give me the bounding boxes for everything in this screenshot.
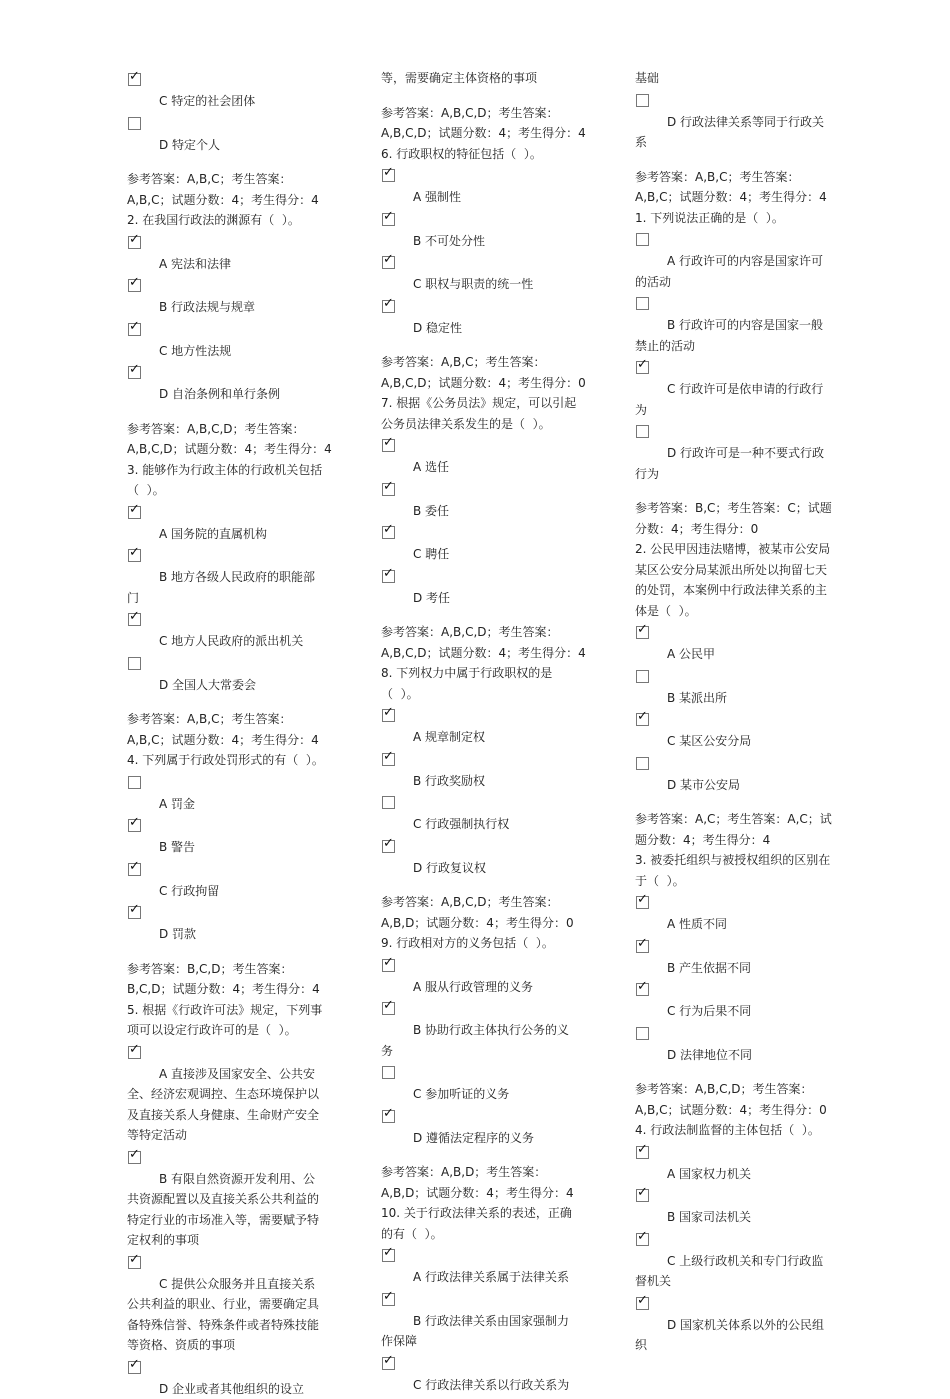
checked-checkbox[interactable] [382, 1249, 395, 1262]
text-line: 5. 根据《行政许可法》规定，下列事 [127, 1000, 332, 1021]
text-line: A,B,D；试题分数：4；考生得分：4 [381, 1183, 586, 1204]
text-line: 参考答案：A,B,D；考生答案： [381, 1162, 586, 1183]
text-line: C 行政拘留 [127, 881, 332, 902]
text-line: C 行为后果不同 [635, 1001, 840, 1022]
option-label [381, 318, 586, 339]
text-line: C 行政许可是依申请的行政行 [635, 379, 840, 400]
checked-checkbox[interactable] [382, 753, 395, 766]
text-line: A 强制性 [381, 187, 586, 208]
checked-checkbox[interactable] [382, 959, 395, 972]
checked-checkbox[interactable] [382, 1357, 395, 1370]
checked-checkbox[interactable] [128, 863, 141, 876]
checked-checkbox[interactable] [636, 940, 649, 953]
checked-checkbox[interactable] [128, 73, 141, 86]
checked-checkbox[interactable] [382, 570, 395, 583]
checked-checkbox[interactable] [636, 1233, 649, 1246]
text-line: A 宪法和法律 [127, 254, 332, 275]
text-line: A,B,C；试题分数：4；考生得分：4 [127, 190, 332, 211]
unchecked-checkbox[interactable] [636, 233, 649, 246]
text-line: 参考答案：A,B,C,D；考生答案： [381, 622, 586, 643]
text-line: B 地方各级人民政府的职能部 [127, 567, 332, 588]
text-line: 4. 行政法制监督的主体包括（ ）。 [635, 1120, 840, 1141]
option-label [635, 1251, 840, 1292]
unchecked-checkbox[interactable] [636, 757, 649, 770]
text-line: 参考答案：A,B,C；考生答案： [381, 352, 586, 373]
text-line: 参考答案：B,C；考生答案：C；试题 [635, 498, 840, 519]
text-line: 共资源配置以及直接关系公共利益的 [127, 1189, 332, 1210]
question-block [635, 1079, 840, 1141]
text-line: 1. 下列说法正确的是（ ）。 [635, 208, 840, 229]
option-label [381, 1375, 586, 1396]
option-label [127, 135, 332, 156]
text-line: B 产生依据不同 [635, 958, 840, 979]
option-label [127, 675, 332, 696]
text-line: C 地方人民政府的派出机关 [127, 631, 332, 652]
option-label [127, 1379, 332, 1399]
spacer [127, 405, 332, 419]
column-2 [381, 68, 586, 1395]
checked-checkbox[interactable] [382, 526, 395, 539]
checked-checkbox[interactable] [128, 366, 141, 379]
text-line: C 行政强制执行权 [381, 814, 586, 835]
text-line: 参考答案：A,B,C,D；考生答案： [381, 892, 586, 913]
text-line: A 选任 [381, 457, 586, 478]
option-label [381, 1267, 586, 1288]
checked-checkbox[interactable] [382, 169, 395, 182]
option-label [381, 977, 586, 998]
option-label [381, 814, 586, 835]
text-line: 织 [635, 1335, 840, 1356]
text-line: 项可以设定行政许可的是（ ）。 [127, 1020, 332, 1041]
checked-checkbox[interactable] [382, 483, 395, 496]
text-line: D 特定个人 [127, 135, 332, 156]
option-label [127, 91, 332, 112]
spacer [635, 153, 840, 167]
question-block [381, 1162, 586, 1244]
question-block [635, 68, 840, 89]
unchecked-checkbox[interactable] [382, 796, 395, 809]
text-line: B 有限自然资源开发利用、公 [127, 1169, 332, 1190]
option-label [127, 1064, 332, 1146]
question-block [635, 498, 840, 621]
text-line: D 全国人大常委会 [127, 675, 332, 696]
checked-checkbox[interactable] [128, 323, 141, 336]
checked-checkbox[interactable] [382, 1002, 395, 1015]
text-line: A 服从行政管理的义务 [381, 977, 586, 998]
unchecked-checkbox[interactable] [636, 670, 649, 683]
question-block [381, 622, 586, 704]
unchecked-checkbox[interactable] [636, 297, 649, 310]
spacer [381, 338, 586, 352]
text-line: 3. 能够作为行政主体的行政机关包括 [127, 460, 332, 481]
text-line: 体是（ ）。 [635, 601, 840, 622]
text-line: A 行政法律关系属于法律关系 [381, 1267, 586, 1288]
text-line: C 地方性法规 [127, 341, 332, 362]
text-line: 等，需要确定主体资格的事项 [381, 68, 586, 89]
option-label [635, 688, 840, 709]
option-label [635, 379, 840, 420]
unchecked-checkbox[interactable] [128, 776, 141, 789]
option-label [381, 1128, 586, 1149]
text-line: D 企业或者其他组织的设立 [127, 1379, 332, 1399]
text-line: B 行政法律关系由国家强制力 [381, 1311, 586, 1332]
text-line: 题分数：4；考生得分：4 [635, 830, 840, 851]
question-block [127, 959, 332, 1041]
checked-checkbox[interactable] [382, 213, 395, 226]
text-line: 参考答案：A,B,C,D；考生答案： [635, 1079, 840, 1100]
text-line: C 上级行政机关和专门行政监 [635, 1251, 840, 1272]
option-label [127, 384, 332, 405]
unchecked-checkbox[interactable] [382, 1066, 395, 1079]
checked-checkbox[interactable] [636, 1146, 649, 1159]
option-label [381, 501, 586, 522]
text-line: 参考答案：A,B,C,D；考生答案： [381, 103, 586, 124]
text-line: D 法律地位不同 [635, 1045, 840, 1066]
text-line: 的处罚，本案例中行政法律关系的主 [635, 580, 840, 601]
question-block [381, 892, 586, 954]
text-line: 8. 下列权力中属于行政职权的是 [381, 663, 586, 684]
text-line: C 某区公安分局 [635, 731, 840, 752]
text-line: （ ）。 [381, 684, 586, 705]
option-label [127, 297, 332, 318]
text-line: 公共利益的职业、行业，需要确定具 [127, 1294, 332, 1315]
checked-checkbox[interactable] [128, 236, 141, 249]
option-label [381, 727, 586, 748]
text-line: 备特殊信誉、特殊条件或者特殊技能 [127, 1315, 332, 1336]
option-label [127, 1169, 332, 1251]
text-line: B 某派出所 [635, 688, 840, 709]
text-line: A 国家权力机关 [635, 1164, 840, 1185]
checked-checkbox[interactable] [636, 983, 649, 996]
option-label [635, 1315, 840, 1356]
text-line: 3. 被委托组织与被授权组织的区别在 [635, 850, 840, 871]
text-line: C 特定的社会团体 [127, 91, 332, 112]
option-label [381, 544, 586, 565]
option-label [127, 631, 332, 652]
text-line: 10. 关于行政法律关系的表述，正确 [381, 1203, 586, 1224]
text-line: B,C,D；试题分数：4；考生得分：4 [127, 979, 332, 1000]
text-line: 行为 [635, 464, 840, 485]
unchecked-checkbox[interactable] [636, 94, 649, 107]
text-line: 等资格、资质的事项 [127, 1335, 332, 1356]
spacer [635, 1065, 840, 1079]
unchecked-checkbox[interactable] [128, 117, 141, 130]
option-label [635, 112, 840, 153]
text-line: D 行政许可是一种不要式行政 [635, 443, 840, 464]
checked-checkbox[interactable] [636, 1297, 649, 1310]
text-line: B 国家司法机关 [635, 1207, 840, 1228]
text-line: A 国务院的直属机构 [127, 524, 332, 545]
text-line: 2. 公民甲因违法赌博，被某市公安局 [635, 539, 840, 560]
checked-checkbox[interactable] [636, 713, 649, 726]
option-label [127, 567, 332, 608]
text-line: 6. 行政职权的特征包括（ ）。 [381, 144, 586, 165]
text-line: D 考任 [381, 588, 586, 609]
text-line: C 提供公众服务并且直接关系 [127, 1274, 332, 1295]
question-block [635, 809, 840, 891]
column-3 [635, 68, 840, 1356]
text-line: B 行政法规与规章 [127, 297, 332, 318]
text-line: C 聘任 [381, 544, 586, 565]
checked-checkbox[interactable] [382, 709, 395, 722]
question-block [381, 103, 586, 165]
spacer [381, 878, 586, 892]
option-label [635, 1207, 840, 1228]
text-line: A,B,C；试题分数：4；考生得分：4 [635, 187, 840, 208]
checked-checkbox[interactable] [636, 1189, 649, 1202]
checked-checkbox[interactable] [128, 279, 141, 292]
option-label [635, 443, 840, 484]
option-label [381, 1020, 586, 1061]
text-line: D 稳定性 [381, 318, 586, 339]
text-line: 定权利的事项 [127, 1230, 332, 1251]
spacer [381, 89, 586, 103]
option-label [127, 341, 332, 362]
text-line: 督机关 [635, 1271, 840, 1292]
option-label [127, 1274, 332, 1356]
checked-checkbox[interactable] [382, 300, 395, 313]
text-line: A,B,C,D；试题分数：4；考生得分：4 [381, 123, 586, 144]
option-label [381, 858, 586, 879]
text-line: 作保障 [381, 1331, 586, 1352]
text-line: D 行政法律关系等同于行政关 [635, 112, 840, 133]
text-line: 的有（ ）。 [381, 1224, 586, 1245]
text-line: A,B,C；试题分数：4；考生得分：0 [635, 1100, 840, 1121]
question-block [127, 419, 332, 501]
option-label [635, 731, 840, 752]
text-line: 参考答案：A,B,C；考生答案： [127, 709, 332, 730]
text-line: 全、经济宏观调控、生态环境保护以 [127, 1084, 332, 1105]
checked-checkbox[interactable] [128, 613, 141, 626]
text-line: 公务员法律关系发生的是（ ）。 [381, 414, 586, 435]
option-label [127, 794, 332, 815]
question-block [127, 709, 332, 771]
option-label [635, 1001, 840, 1022]
text-line: 的活动 [635, 272, 840, 293]
checked-checkbox[interactable] [128, 549, 141, 562]
text-line: D 国家机关体系以外的公民组 [635, 1315, 840, 1336]
text-line: 系 [635, 132, 840, 153]
text-line: C 参加听证的义务 [381, 1084, 586, 1105]
checked-checkbox[interactable] [382, 1110, 395, 1123]
option-label [381, 588, 586, 609]
option-label [635, 1164, 840, 1185]
text-line: 9. 行政相对方的义务包括（ ）。 [381, 933, 586, 954]
text-line: （ ）。 [127, 480, 332, 501]
option-label [635, 914, 840, 935]
unchecked-checkbox[interactable] [636, 425, 649, 438]
option-label [127, 881, 332, 902]
spacer [635, 484, 840, 498]
text-line: 参考答案：A,B,C；考生答案： [127, 169, 332, 190]
spacer [635, 795, 840, 809]
text-line: D 自治条例和单行条例 [127, 384, 332, 405]
checked-checkbox[interactable] [636, 896, 649, 909]
question-block [127, 169, 332, 231]
text-line: C 职权与职责的统一性 [381, 274, 586, 295]
question-block [381, 68, 586, 89]
checked-checkbox[interactable] [128, 506, 141, 519]
option-label [127, 254, 332, 275]
column-1 [127, 68, 332, 1399]
checked-checkbox[interactable] [128, 1151, 141, 1164]
checked-checkbox[interactable] [128, 1256, 141, 1269]
option-label [635, 644, 840, 665]
text-line: 分数：4；考生得分：0 [635, 519, 840, 540]
option-label [381, 187, 586, 208]
text-line: D 遵循法定程序的义务 [381, 1128, 586, 1149]
text-line: B 不可处分性 [381, 231, 586, 252]
text-line: 务 [381, 1041, 586, 1062]
unchecked-checkbox[interactable] [128, 657, 141, 670]
checked-checkbox[interactable] [636, 626, 649, 639]
option-label [381, 1311, 586, 1352]
text-line: D 罚款 [127, 924, 332, 945]
checked-checkbox[interactable] [382, 439, 395, 452]
text-line: C 行政法律关系以行政关系为 [381, 1375, 586, 1396]
option-label [381, 1084, 586, 1105]
spacer [381, 1148, 586, 1162]
text-line: A,B,C,D；试题分数：4；考生得分：4 [127, 439, 332, 460]
text-line: A 公民甲 [635, 644, 840, 665]
text-line: 2. 在我国行政法的渊源有（ ）。 [127, 210, 332, 231]
text-line: A 罚金 [127, 794, 332, 815]
checked-checkbox[interactable] [128, 1046, 141, 1059]
text-line: A,B,C,D；试题分数：4；考生得分：0 [381, 373, 586, 394]
text-line: D 行政复议权 [381, 858, 586, 879]
spacer [127, 155, 332, 169]
text-line: 门 [127, 588, 332, 609]
text-line: B 警告 [127, 837, 332, 858]
text-line: 4. 下列属于行政处罚形式的有（ ）。 [127, 750, 332, 771]
spacer [127, 945, 332, 959]
text-line: 禁止的活动 [635, 336, 840, 357]
text-line: A 直接涉及国家安全、公共安 [127, 1064, 332, 1085]
text-line: 参考答案：A,C；考生答案：A,C；试 [635, 809, 840, 830]
option-label [635, 1045, 840, 1066]
option-label [635, 775, 840, 796]
checked-checkbox[interactable] [128, 1361, 141, 1374]
option-label [127, 924, 332, 945]
text-line: B 行政奖励权 [381, 771, 586, 792]
text-line: 某区公安分局某派出所处以拘留七天 [635, 560, 840, 581]
spacer [381, 608, 586, 622]
question-block [381, 352, 586, 434]
option-label [381, 274, 586, 295]
text-line: 7. 根据《公务员法》规定，可以引起 [381, 393, 586, 414]
text-line: B 协助行政主体执行公务的义 [381, 1020, 586, 1041]
text-line: A,B,C,D；试题分数：4；考生得分：4 [381, 643, 586, 664]
option-label [381, 457, 586, 478]
text-line: 参考答案：A,B,C,D；考生答案： [127, 419, 332, 440]
unchecked-checkbox[interactable] [636, 1027, 649, 1040]
text-line: B 行政许可的内容是国家一般 [635, 315, 840, 336]
checked-checkbox[interactable] [382, 256, 395, 269]
text-line: A 行政许可的内容是国家许可 [635, 251, 840, 272]
checked-checkbox[interactable] [128, 819, 141, 832]
option-label [635, 958, 840, 979]
text-line: 特定行业的市场准入等，需要赋予特 [127, 1210, 332, 1231]
text-line: 于（ ）。 [635, 871, 840, 892]
text-line: A 性质不同 [635, 914, 840, 935]
text-line: 参考答案：B,C,D；考生答案： [127, 959, 332, 980]
text-line: 参考答案：A,B,C；考生答案： [635, 167, 840, 188]
text-line: 等特定活动 [127, 1125, 332, 1146]
checked-checkbox[interactable] [128, 906, 141, 919]
text-line: A,B,D；试题分数：4；考生得分：0 [381, 913, 586, 934]
text-line: D 某市公安局 [635, 775, 840, 796]
option-label [635, 315, 840, 356]
text-line: B 委任 [381, 501, 586, 522]
checked-checkbox[interactable] [382, 840, 395, 853]
text-line: 为 [635, 400, 840, 421]
text-line: 及直接关系人身健康、生命财产安全 [127, 1105, 332, 1126]
option-label [635, 251, 840, 292]
text-line: A,B,C；试题分数：4；考生得分：4 [127, 730, 332, 751]
option-label [127, 837, 332, 858]
checked-checkbox[interactable] [636, 361, 649, 374]
option-label [127, 524, 332, 545]
checked-checkbox[interactable] [382, 1293, 395, 1306]
text-line: 基础 [635, 68, 840, 89]
question-block [635, 167, 840, 229]
option-label [381, 231, 586, 252]
text-line: A 规章制定权 [381, 727, 586, 748]
spacer [127, 695, 332, 709]
option-label [381, 771, 586, 792]
